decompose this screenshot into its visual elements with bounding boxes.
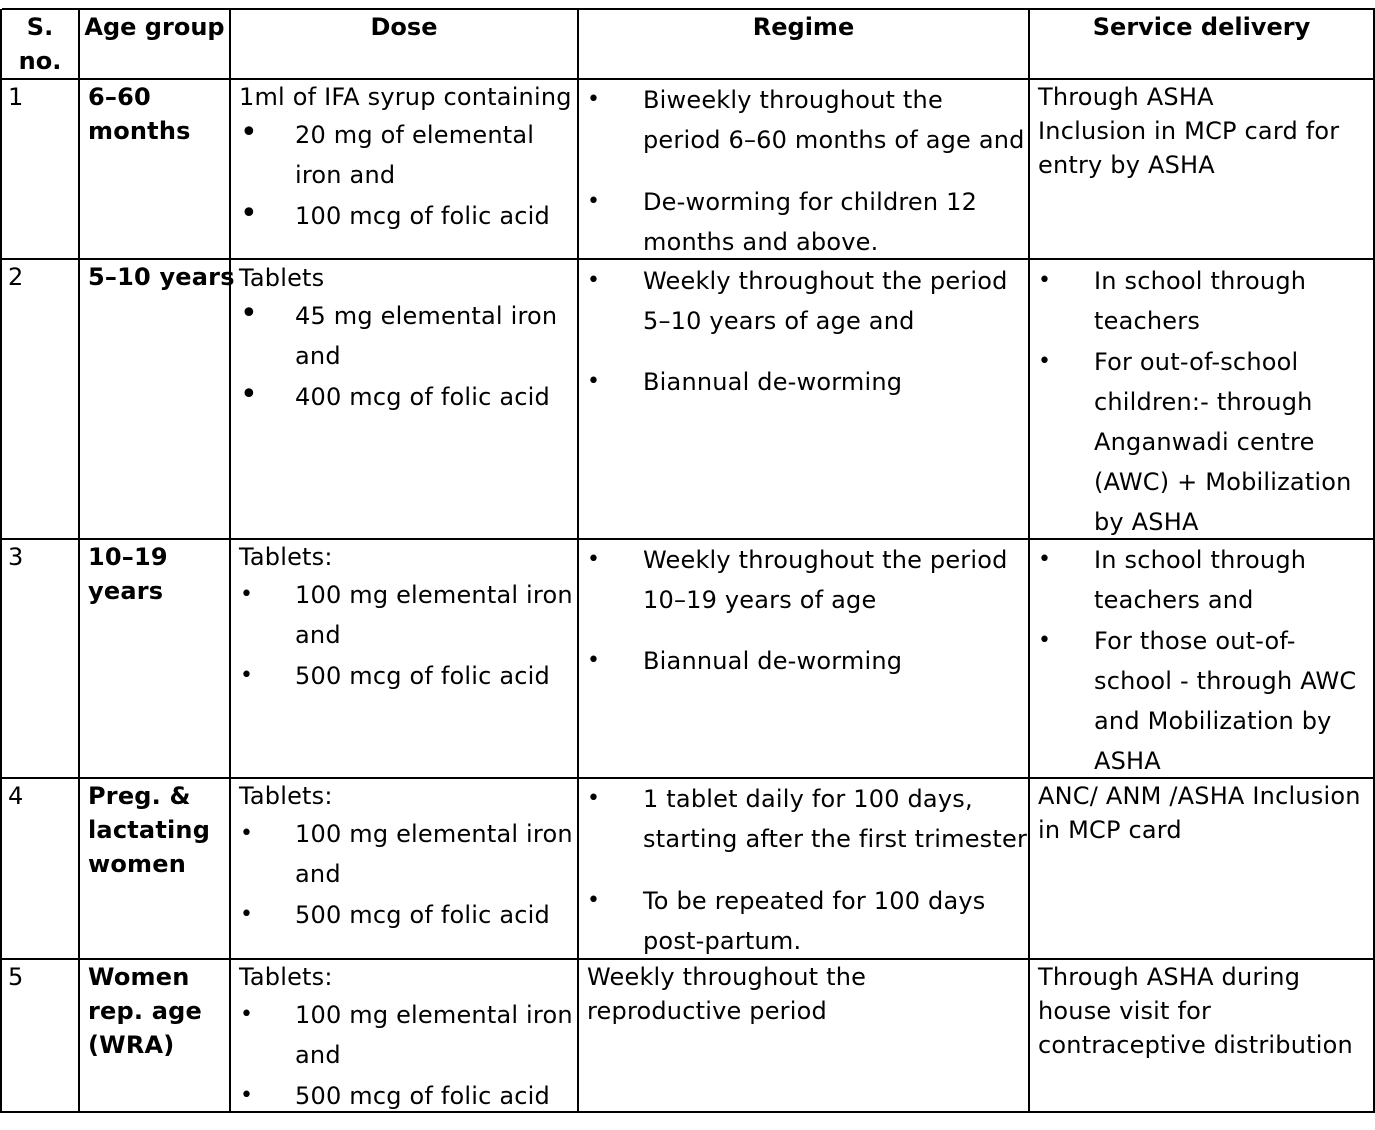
row-2-service-item-2-line-2: children:- through — [1094, 388, 1313, 416]
row-2-service-bullet-1: • — [1038, 268, 1051, 293]
row-1-sno: 1 — [8, 83, 24, 111]
row-3-regime-item-1-line-1: Weekly throughout the period — [643, 546, 1008, 574]
row-5-service-line-2: house visit for — [1038, 997, 1212, 1025]
row-2-regime-item-1-line-2: 5–10 years of age and — [643, 307, 915, 335]
row-1-regime-item-2-line-1: De-worming for children 12 — [643, 188, 978, 216]
row-3-dose-bullet-2: • — [240, 663, 253, 688]
row-2-regime-bullet-2: • — [587, 369, 600, 394]
row-4-regime-item-2-line-2: post-partum. — [643, 927, 802, 955]
row-4-dose-item-2: 500 mcg of folic acid — [295, 901, 550, 929]
row-2-regime-item-1 — [643, 261, 1008, 341]
row-2-dose-item-1-line-1: 45 mg elemental iron — [295, 302, 558, 330]
row-3-age-line-2: years — [88, 577, 164, 605]
row-4-regime-bullet-2: • — [587, 888, 600, 913]
row-3-regime-item-1-line-2: 10–19 years of age — [643, 586, 877, 614]
row-3-regime-bullet-2: • — [587, 648, 600, 673]
row-2-age-group: 5–10 years — [88, 263, 235, 291]
row-4-regime-item-2 — [643, 881, 986, 961]
row-2-dose-bullet-1: • — [240, 296, 258, 331]
row-2-sno: 2 — [8, 263, 24, 291]
divider-col-4 — [1028, 9, 1030, 1113]
row-2-service-item-1 — [1094, 261, 1306, 341]
row-1-service-line-3: entry by ASHA — [1038, 151, 1215, 179]
row-4-dose-item-1-line-1: 100 mg elemental iron — [295, 820, 573, 848]
row-4-age-line-1: Preg. & — [88, 782, 191, 810]
row-2-service-item-1-line-1: In school through — [1094, 267, 1307, 295]
row-3-service-item-2-line-4: ASHA — [1094, 747, 1161, 775]
row-4-regime-item-1-line-2: starting after the first trimester — [643, 825, 1028, 853]
row-5-regime-line-2: reproductive period — [587, 997, 827, 1025]
row-3-regime-item-1 — [643, 540, 1008, 620]
row-1-dose-item-1-line-2: iron and — [295, 161, 396, 189]
row-3-dose-item-1 — [295, 575, 573, 655]
row-2-service-item-2-line-1: For out-of-school — [1094, 348, 1299, 376]
row-4-sno: 4 — [8, 782, 24, 810]
row-3-dose-bullet-1: • — [240, 582, 253, 607]
row-5-dose-bullet-1: • — [240, 1002, 253, 1027]
row-4-dose-bullet-1: • — [240, 821, 253, 846]
row-3-service-bullet-1: • — [1038, 547, 1051, 572]
row-2-dose-item-2: 400 mcg of folic acid — [295, 383, 550, 411]
header-sno-line-2: no. — [18, 47, 62, 75]
divider-col-3 — [577, 9, 579, 1113]
row-3-service-item-1-line-1: In school through — [1094, 546, 1307, 574]
row-5-service — [1038, 960, 1353, 1062]
row-3-regime-item-2: Biannual de-worming — [643, 647, 903, 675]
row-4-service — [1038, 779, 1361, 847]
row-1-dose-bullet-1: • — [240, 115, 258, 150]
divider-col-2 — [229, 9, 231, 1113]
row-3-service-item-1-line-2: teachers and — [1094, 586, 1254, 614]
row-2-service-item-1-line-2: teachers — [1094, 307, 1201, 335]
row-2-regime-bullet-1: • — [587, 268, 600, 293]
row-4-service-line-2: in MCP card — [1038, 816, 1182, 844]
row-5-age-line-3: (WRA) — [88, 1031, 175, 1059]
row-3-age-line-1: 10–19 — [88, 543, 168, 571]
row-3-regime-bullet-1: • — [587, 547, 600, 572]
row-2-service-item-2-line-3: Anganwadi centre — [1094, 428, 1315, 456]
row-4-regime-bullet-1: • — [587, 786, 600, 811]
header-dose: Dose — [370, 13, 438, 41]
row-1-age-line-2: months — [88, 117, 191, 145]
row-3-service-item-2-line-1: For those out-of- — [1094, 627, 1296, 655]
row-4-dose-item-1 — [295, 814, 573, 894]
row-1-regime-item-2 — [643, 182, 977, 262]
row-5-dose-item-1-line-1: 100 mg elemental iron — [295, 1001, 573, 1029]
row-2-service-item-2-line-4: (AWC) + Mobilization — [1094, 468, 1352, 496]
row-2-dose-item-1-line-2: and — [295, 342, 341, 370]
row-2-dose-bullet-2: • — [240, 377, 258, 412]
row-1-dose-item-1 — [295, 115, 534, 195]
row-3-dose-item-2: 500 mcg of folic acid — [295, 662, 550, 690]
row-2-service-item-2 — [1094, 342, 1352, 542]
row-4-regime-item-1 — [643, 779, 1027, 859]
row-4-regime-item-1-line-1: 1 tablet daily for 100 days, — [643, 785, 973, 813]
row-3-sno: 3 — [8, 543, 24, 571]
row-2-service-item-2-line-5: by ASHA — [1094, 508, 1199, 536]
row-2-dose-item-1 — [295, 296, 557, 376]
row-3-service-item-2-line-3: and Mobilization by — [1094, 707, 1332, 735]
row-5-age-line-1: Women — [88, 963, 190, 991]
row-5-age-group — [88, 960, 202, 1062]
header-regime: Regime — [752, 13, 855, 41]
header-age-group: Age group — [84, 13, 225, 41]
row-5-dose-item-1-line-2: and — [295, 1041, 341, 1069]
row-4-age-line-2: lactating — [88, 816, 211, 844]
row-4-regime-item-2-line-1: To be repeated for 100 days — [643, 887, 986, 915]
row-1-dose-intro: 1ml of IFA syrup containing — [239, 83, 572, 111]
header-sno — [2, 10, 78, 78]
row-1-dose-item-1-line-1: 20 mg of elemental — [295, 121, 535, 149]
row-1-age-group — [88, 80, 191, 148]
row-3-dose-intro: Tablets: — [239, 543, 333, 571]
row-3-dose-item-1-line-2: and — [295, 621, 341, 649]
row-4-dose-item-1-line-2: and — [295, 860, 341, 888]
row-4-service-line-1: ANC/ ANM /ASHA Inclusion — [1038, 782, 1361, 810]
header-service-delivery: Service delivery — [1092, 13, 1311, 41]
row-1-regime-bullet-1: • — [587, 87, 600, 112]
row-3-dose-item-1-line-1: 100 mg elemental iron — [295, 581, 573, 609]
row-5-age-line-2: rep. age — [88, 997, 203, 1025]
row-5-dose-item-2: 500 mcg of folic acid — [295, 1082, 550, 1110]
row-1-age-line-1: 6–60 — [88, 83, 151, 111]
row-1-regime-item-1-line-2: period 6–60 months of age and — [643, 126, 1025, 154]
row-4-age-group — [88, 779, 210, 881]
row-5-dose-intro: Tablets: — [239, 963, 333, 991]
row-2-dose-intro: Tablets — [239, 264, 325, 292]
row-5-dose-bullet-2: • — [240, 1083, 253, 1108]
row-2-regime-item-2: Biannual de-worming — [643, 368, 903, 396]
row-3-age-group — [88, 540, 168, 608]
row-1-service — [1038, 80, 1339, 182]
header-sno-line-1: S. — [26, 13, 54, 41]
row-5-service-line-3: contraceptive distribution — [1038, 1031, 1353, 1059]
row-1-dose-bullet-2: • — [240, 196, 258, 231]
divider-col-1 — [78, 9, 80, 1113]
row-1-service-line-1: Through ASHA — [1038, 83, 1214, 111]
border-left — [0, 9, 2, 1113]
row-5-regime — [587, 960, 866, 1028]
row-2-regime-item-1-line-1: Weekly throughout the period — [643, 267, 1008, 295]
row-5-dose-item-1 — [295, 995, 573, 1075]
row-1-regime-bullet-2: • — [587, 189, 600, 214]
border-bottom — [2, 1111, 1375, 1113]
row-1-regime-item-2-line-2: months and above. — [643, 228, 879, 256]
row-5-regime-line-1: Weekly throughout the — [587, 963, 867, 991]
row-4-age-line-3: women — [88, 850, 187, 878]
row-5-sno: 5 — [8, 963, 24, 991]
row-1-regime-item-1 — [643, 80, 1025, 160]
row-1-dose-item-2: 100 mcg of folic acid — [295, 202, 550, 230]
row-5-service-line-1: Through ASHA during — [1038, 963, 1301, 991]
row-3-service-item-2-line-2: school - through AWC — [1094, 667, 1357, 695]
row-4-dose-intro: Tablets: — [239, 782, 333, 810]
row-4-dose-bullet-2: • — [240, 902, 253, 927]
row-2-service-bullet-2: • — [1038, 349, 1051, 374]
row-3-service-bullet-2: • — [1038, 628, 1051, 653]
row-1-regime-item-1-line-1: Biweekly throughout the — [643, 86, 943, 114]
row-3-service-item-2 — [1094, 621, 1356, 781]
row-1-service-line-2: Inclusion in MCP card for — [1038, 117, 1340, 145]
row-3-service-item-1 — [1094, 540, 1306, 620]
